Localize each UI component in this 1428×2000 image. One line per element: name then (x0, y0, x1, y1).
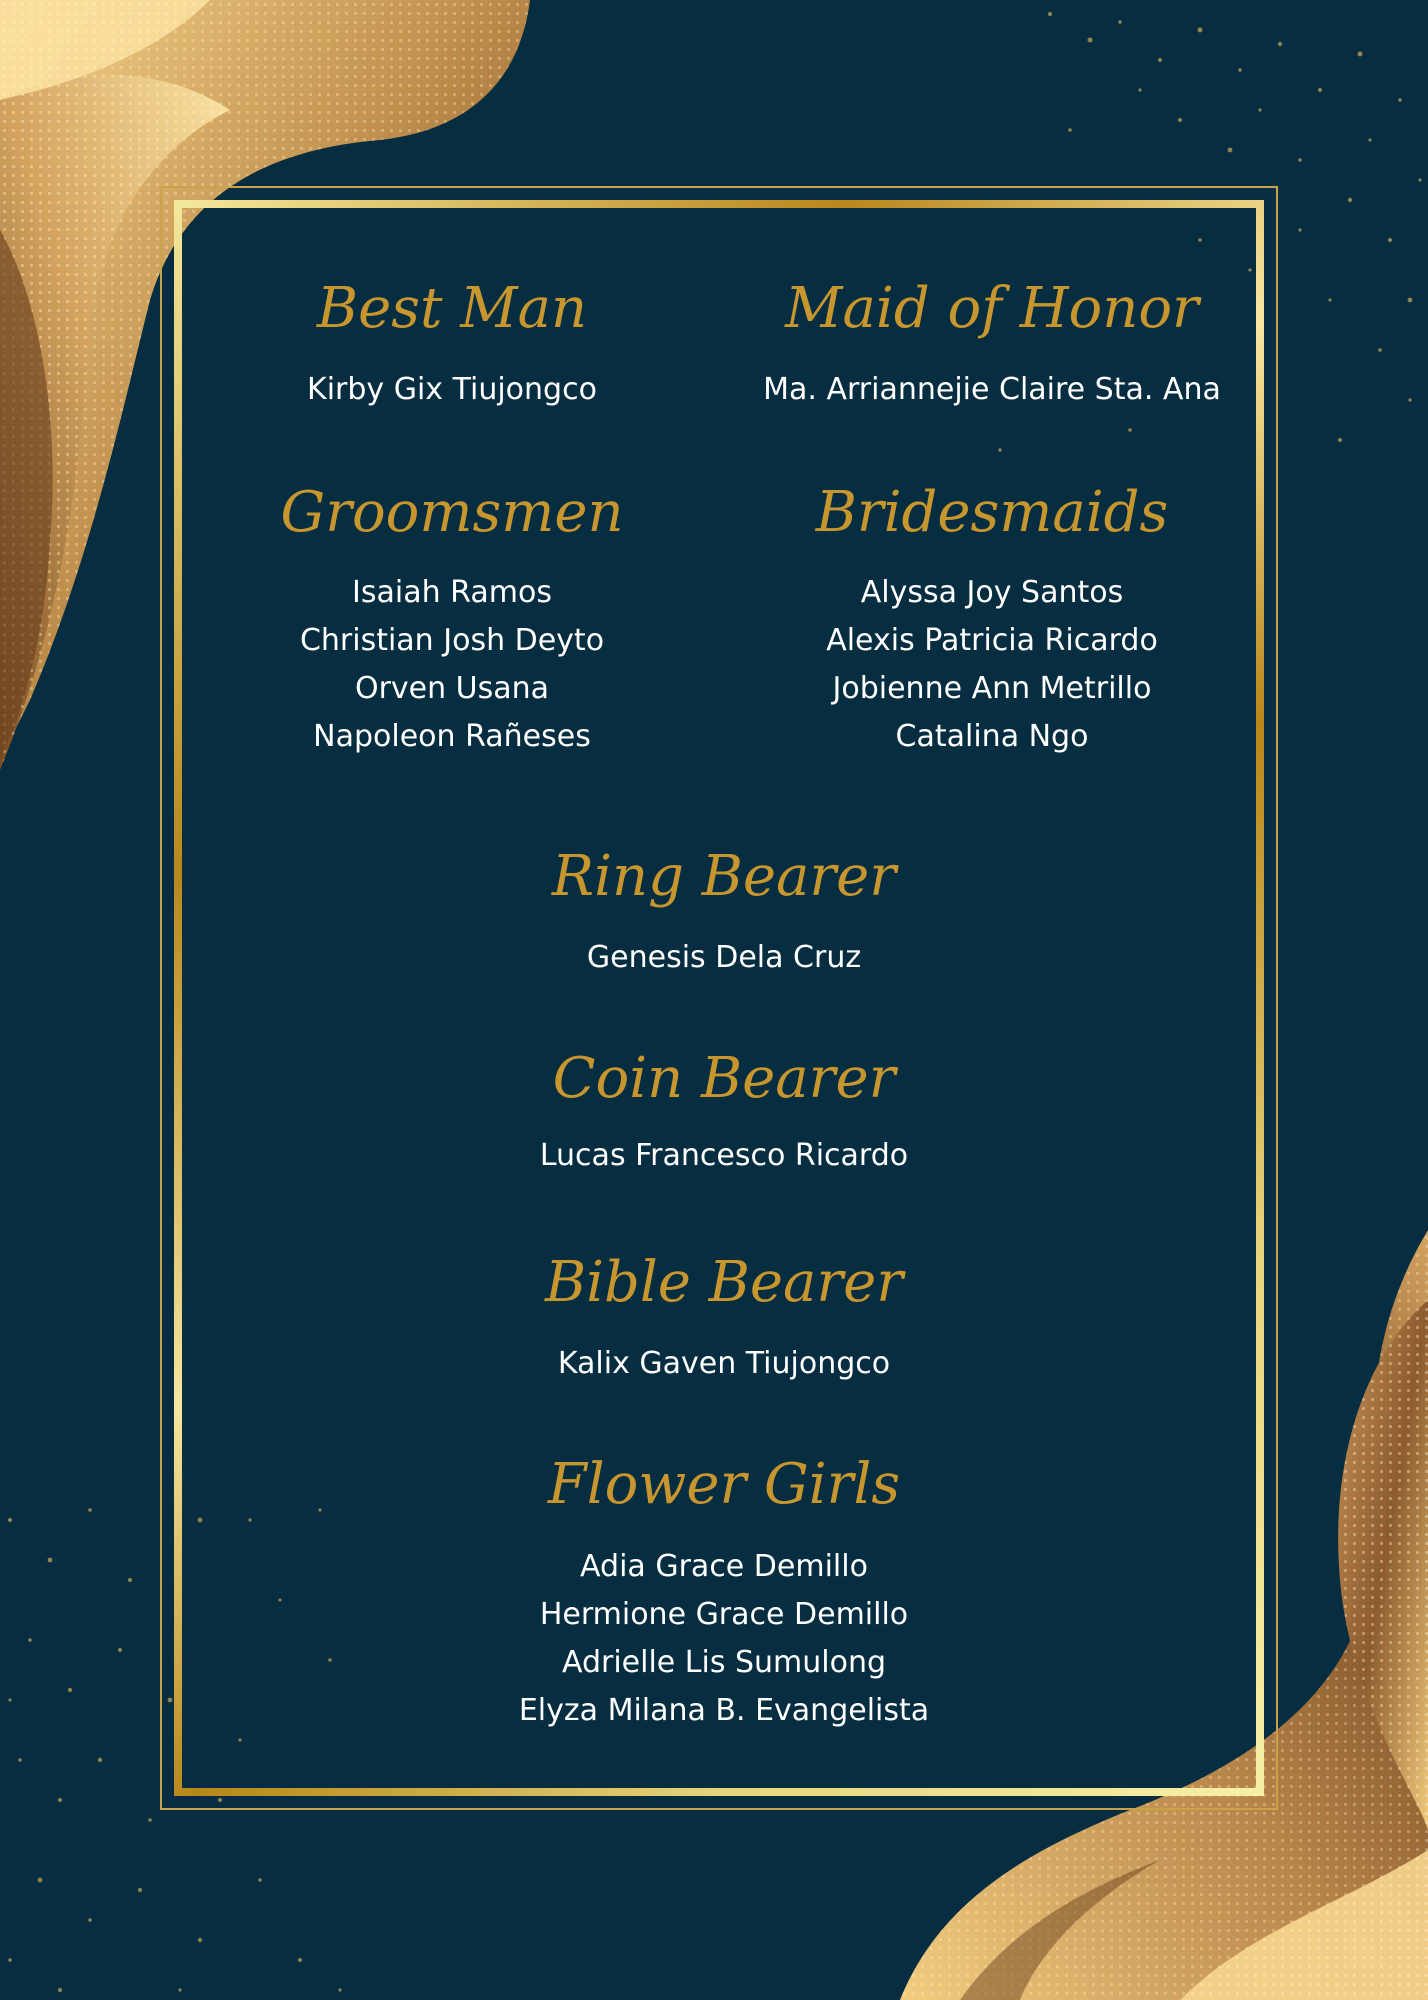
coin-bearer-name: Lucas Francesco Ricardo (539, 1138, 909, 1173)
bridesmaid-name: Jobienne Ann Metrillo (832, 671, 1152, 706)
groomsmen-names (300, 569, 604, 761)
bridesmaids-names (826, 569, 1158, 761)
groomsman-name: Christian Josh Deyto (299, 623, 605, 658)
maid-of-honor-heading: Maid of Honor (785, 276, 1199, 341)
flower-girl-name: Adrielle Lis Sumulong (561, 1645, 887, 1680)
groomsman-name: Orven Usana (354, 671, 550, 706)
bridesmaid-name: Alexis Patricia Ricardo (826, 623, 1158, 658)
bible-bearer-name: Kalix Gaven Tiujongco (557, 1346, 891, 1381)
coin-bearer-heading: Coin Bearer (552, 1046, 896, 1111)
flower-girls-heading: Flower Girls (547, 1452, 901, 1517)
coin-bearer-names (540, 1132, 908, 1180)
bible-bearer-heading: Bible Bearer (544, 1250, 904, 1315)
maid-of-honor-name: Ma. Arriannejie Claire Sta. Ana (763, 372, 1221, 407)
ring-bearer-name: Genesis Dela Cruz (586, 940, 862, 975)
groomsman-name: Napoleon Rañeses (313, 719, 591, 754)
ring-bearer-heading: Ring Bearer (551, 844, 897, 909)
best-man-name: Kirby Gix Tiujongco (307, 372, 597, 407)
best-man-names (307, 366, 597, 414)
flower-girl-name: Hermione Grace Demillo (539, 1597, 909, 1632)
flower-girl-name: Elyza Milana B. Evangelista (518, 1693, 930, 1728)
groomsmen-heading: Groomsmen (280, 480, 624, 545)
bridesmaid-name: Catalina Ngo (895, 719, 1089, 754)
ring-bearer-names (587, 934, 861, 982)
best-man-heading: Best Man (316, 276, 588, 341)
groomsman-name: Isaiah Ramos (352, 575, 552, 610)
bridesmaids-heading: Bridesmaids (815, 480, 1169, 545)
flower-girl-name: Adia Grace Demillo (580, 1549, 868, 1584)
bridesmaid-name: Alyssa Joy Santos (860, 575, 1124, 610)
maid-of-honor-names (763, 366, 1221, 414)
flower-girls-names (519, 1543, 929, 1735)
bible-bearer-names (558, 1340, 890, 1388)
